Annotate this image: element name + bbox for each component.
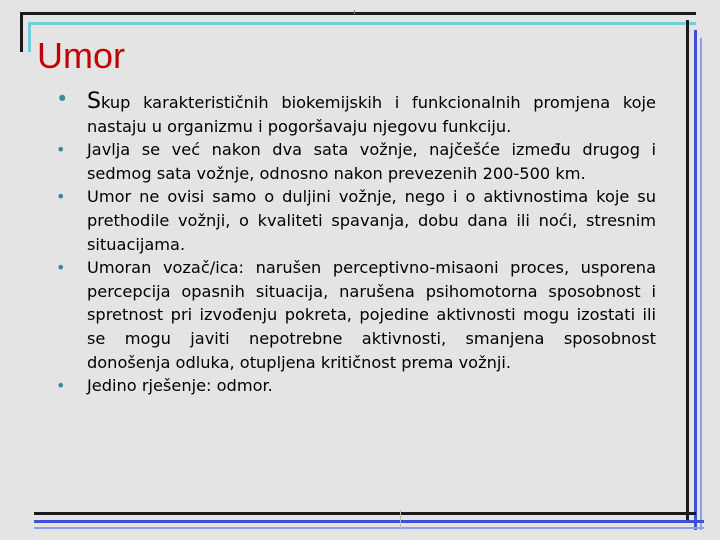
bullet-text: kup karakterističnih biokemijskih i funkcionalnih promjena koje nastaju u organizmu i pogoršavaju njegovu funkciju. xyxy=(87,93,656,136)
bullet-dot-icon: • xyxy=(56,140,66,160)
bullet-text: Umor ne ovisi samo o duljini vožnje, nego i o aktivnostima koje su prethodile vožnji, o kvaliteti spavanja, dobu dana ili noći, stresnim situacijama. xyxy=(87,187,656,254)
bullet-text: Jedino rješenje: odmor. xyxy=(87,376,273,396)
frame-tick-top xyxy=(354,10,355,14)
frame-bottom-lightblue-line xyxy=(34,527,704,529)
frame-top-dark-line xyxy=(20,12,696,15)
bullet-first-letter: S xyxy=(87,89,101,114)
frame-top-cyan-line xyxy=(28,22,696,25)
frame-right-dark-line xyxy=(686,20,689,520)
frame-bottom-dark-line xyxy=(34,512,696,515)
frame-right-lightblue-line xyxy=(700,38,702,530)
bullet-dot-icon: • xyxy=(56,376,66,396)
bullet-item xyxy=(50,87,656,138)
bullet-item xyxy=(50,374,656,398)
bullet-text: Javlja se već nakon dva sata vožnje, najčešće između drugog i sedmog sata vožnje, odnosno nakon prevezenih 200-500 km. xyxy=(87,140,656,183)
bullet-text: Umoran vozač/ica: narušen perceptivno-misaoni proces, usporena percepcija opasnih situacija, narušena psihomotorna sposobnost i spretnost pri izvođenju pokreta, pojedine aktivnosti mogu izostati ili se mogu javiti nepotrebne aktivnosti, smanjena sposobnost donošenja odluka, otupljena kritičnost prema vožnji. xyxy=(87,258,656,372)
bullet-item xyxy=(50,185,656,256)
frame-bottom-blue-line xyxy=(34,520,704,523)
bullet-dot-icon: • xyxy=(56,187,66,207)
bullet-list xyxy=(50,87,656,398)
bullet-item xyxy=(50,256,656,374)
bullet-item xyxy=(50,138,656,185)
frame-left-dark-line xyxy=(20,12,23,52)
frame-tick-bottom xyxy=(400,510,401,530)
frame-right-blue-line xyxy=(694,30,697,530)
bullet-dot-icon: • xyxy=(56,258,66,278)
bullet-dot-icon: • xyxy=(56,87,69,111)
slide-title: Umor xyxy=(37,35,125,76)
frame-left-cyan-line xyxy=(28,22,31,52)
